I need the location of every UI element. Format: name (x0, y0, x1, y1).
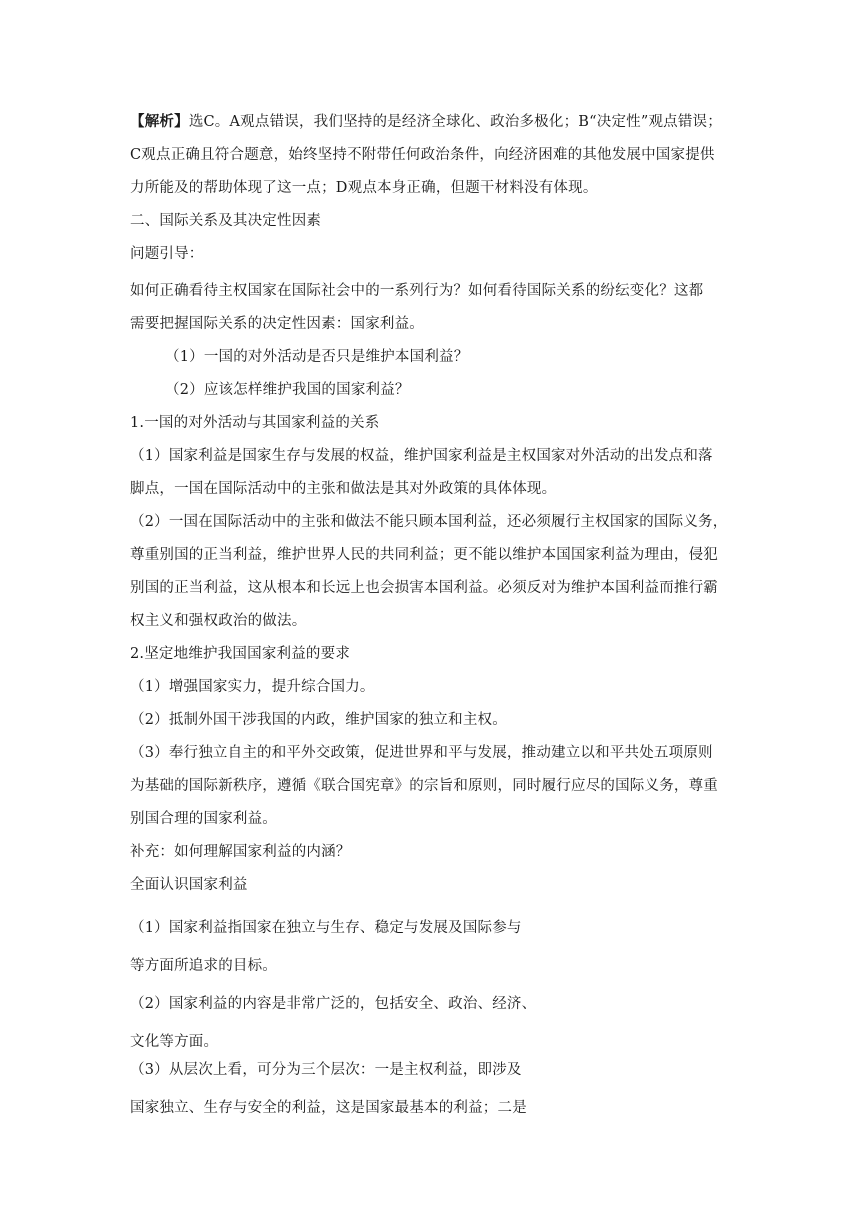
subheading-2: 2.坚定地维护我国国家利益的要求 (130, 646, 351, 662)
list-item: （1）国家利益指国家在独立与生存、稳定与发展及国际参与 (130, 920, 522, 936)
paragraph-line: 为基础的国际新秩序，遵循《联合国宪章》的宗旨和原则，同时履行应尽的国际义务，尊重 (130, 778, 718, 794)
list-item: （2）抵制外国干涉我国的内政，维护国家的独立和主权。 (130, 712, 507, 728)
analysis-line-3: 力所能及的帮助体现了这一点；D观点本身正确，但题干材料没有体现。 (130, 180, 598, 196)
paragraph-line: 脚点，一国在国际活动中的主张和做法是其对外政策的具体体现。 (130, 481, 557, 497)
paragraph-line: 国家独立、生存与安全的利益，这是国家最基本的利益；二是 (130, 1100, 527, 1116)
paragraph-line: 权主义和强权政治的做法。 (130, 613, 307, 629)
paragraph-line: 尊重别国的正当利益，维护世界人民的共同利益；更不能以维护本国国家利益为理由，侵犯 (130, 547, 718, 563)
subheading-3: 全面认识国家利益 (130, 877, 248, 893)
paragraph-line: 如何正确看待主权国家在国际社会中的一系列行为？如何看待国际关系的纷纭变化？这都 (130, 283, 704, 299)
section-heading: 二、国际关系及其决定性因素 (130, 213, 322, 229)
guide-label: 问题引导： (130, 246, 204, 262)
list-item: （3）从层次上看，可分为三个层次：一是主权利益，即涉及 (130, 1062, 522, 1078)
question-2: （2）应该怎样维护我国的国家利益？ (165, 382, 410, 398)
paragraph-line: 别国的正当利益，这从根本和长远上也会损害本国利益。必须反对为维护本国利益而推行霸 (130, 580, 718, 596)
list-item: （1）增强国家实力，提升综合国力。 (130, 679, 375, 695)
analysis-line-1 (130, 112, 722, 132)
list-item: （2）国家利益的内容是非常广泛的，包括安全、政治、经济、 (130, 996, 537, 1012)
analysis-label: 【解析】 (130, 113, 189, 130)
analysis-line-2: C观点正确且符合题意，始终坚持不附带任何政治条件，向经济困难的其他发展中国家提供 (130, 147, 715, 163)
paragraph-line: （2）一国在国际活动中的主张和做法不能只顾本国利益，还必须履行主权国家的国际义务， (130, 514, 728, 530)
paragraph-line: 文化等方面。 (130, 1034, 219, 1050)
paragraph-line: 等方面所追求的目标。 (130, 958, 277, 974)
paragraph-line: 需要把握国际关系的决定性因素：国家利益。 (130, 316, 424, 332)
analysis-text: 选C。A观点错误，我们坚持的是经济全球化、政治多极化；B“决定性”观点错误； (188, 114, 722, 130)
paragraph-line: 别国合理的国家利益。 (130, 811, 277, 827)
paragraph-line: （1）国家利益是国家生存与发展的权益，维护国家利益是主权国家对外活动的出发点和落 (130, 448, 713, 464)
question-1: （1）一国的对外活动是否只是维护本国利益？ (165, 349, 469, 365)
subheading-1: 1.一国的对外活动与其国家利益的关系 (130, 415, 380, 431)
list-item: （3）奉行独立自主的和平外交政策，促进世界和平与发展，推动建立以和平共处五项原则 (130, 745, 713, 761)
supplement-heading: 补充：如何理解国家利益的内涵？ (130, 844, 351, 860)
